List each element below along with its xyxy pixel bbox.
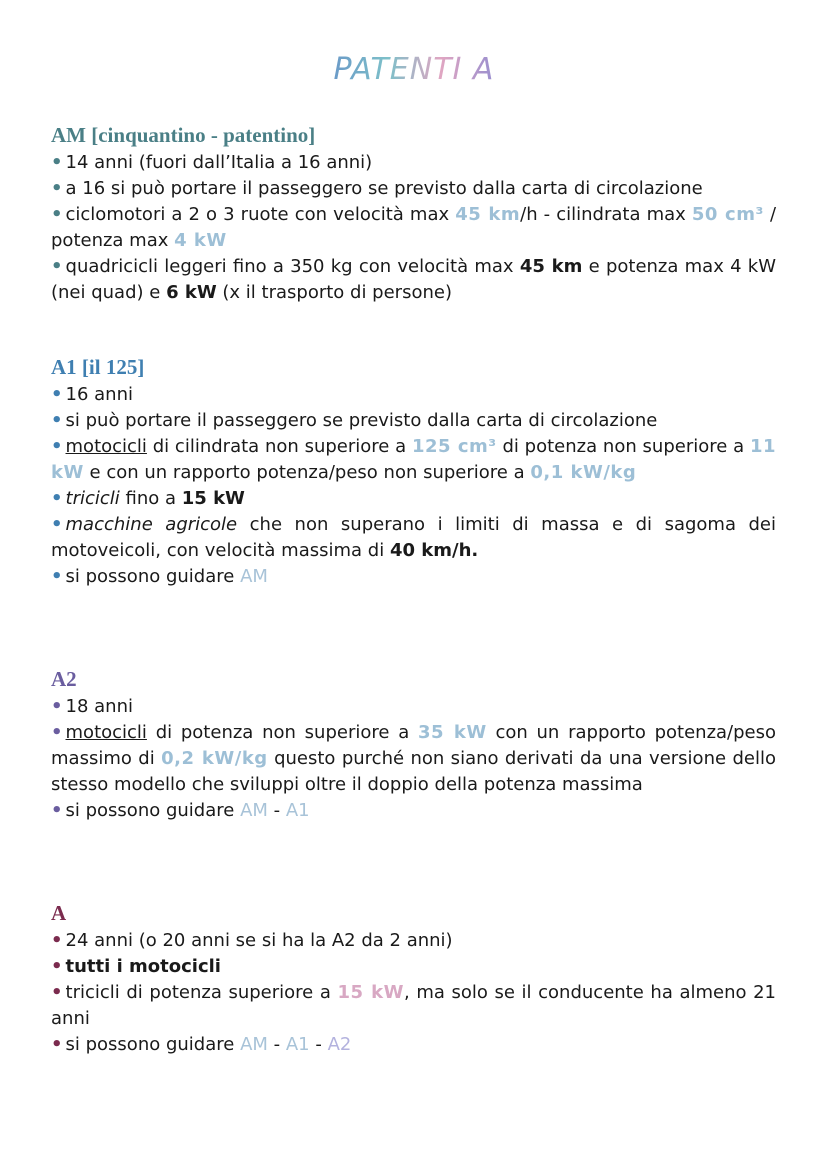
list-item (51, 150, 776, 176)
page-title (0, 52, 828, 87)
italic-text: tricicli (65, 488, 120, 509)
highlight-value: 4 kW (174, 230, 227, 251)
bullet-icon: • (51, 152, 63, 173)
highlight-value: 15 kW (337, 982, 404, 1003)
bullet-icon: • (51, 696, 63, 717)
section-heading-a2: A2 (51, 667, 77, 691)
underlined-text: motocicli (65, 436, 147, 457)
bold-value: 15 kW (181, 488, 245, 509)
underlined-text: motocicli (65, 722, 147, 743)
separator: - (309, 1034, 328, 1055)
list-item (51, 720, 776, 798)
bold-value: 6 kW (166, 282, 217, 303)
license-badge: AM (240, 1034, 268, 1055)
bullet-icon: • (51, 256, 63, 277)
item-text: a 16 si può portare il passeggero se previsto dalla carta di circolazione (65, 178, 703, 199)
bullet-icon: • (51, 514, 63, 535)
bold-value: 45 km (519, 256, 583, 277)
item-text: con un rapporto potenza/peso massimo di (51, 722, 777, 769)
item-text: che non superano i limiti di massa e di sagoma dei motoveicoli, con velocità massima di (51, 514, 777, 561)
bullet-icon: • (51, 488, 63, 509)
bullet-icon: • (51, 384, 63, 405)
bullet-icon: • (51, 982, 63, 1003)
bold-value: tutti i motocicli (65, 956, 221, 977)
highlight-value: 11 kW (51, 436, 776, 483)
item-text: si può portare il passeggero se previsto dalla carta di circolazione (65, 410, 658, 431)
item-text: /h - cilindrata max (520, 204, 692, 225)
item-text: 16 anni (65, 384, 133, 405)
bullet-icon: • (51, 930, 63, 951)
list-item (51, 928, 776, 954)
license-badge: A1 (285, 1034, 310, 1055)
bullet-icon: • (51, 178, 63, 199)
list-item (51, 798, 776, 824)
list-item (51, 980, 776, 1032)
bold-value: 40 km/h. (389, 540, 479, 561)
bullet-icon: • (51, 204, 63, 225)
separator: - (267, 800, 286, 821)
item-text: e potenza max 4 kW (nei quad) e (51, 256, 777, 303)
highlight-value: 50 cm³ (691, 204, 764, 225)
list-item (51, 202, 776, 254)
item-text: si possono guidare (65, 800, 241, 821)
list-item (51, 1032, 776, 1058)
item-text: fino a (119, 488, 182, 509)
item-text: di potenza non superiore a (146, 722, 418, 743)
item-text: quadricicli leggeri fino a 350 kg con velocità max (65, 256, 520, 277)
item-text: , ma solo se il conducente ha almeno 21 anni (51, 982, 777, 1029)
bullet-icon: • (51, 1034, 63, 1055)
bullet-icon: • (51, 436, 63, 457)
bullet-icon: • (51, 566, 63, 587)
item-text: di cilindrata non superiore a (146, 436, 412, 457)
separator: - (267, 1034, 286, 1055)
list-item (51, 254, 776, 306)
section-am (51, 122, 776, 306)
license-badge: AM (240, 800, 268, 821)
item-text: si possono guidare (65, 566, 241, 587)
bullet-icon: • (51, 410, 63, 431)
item-text: si possono guidare (65, 1034, 241, 1055)
list-item (51, 954, 776, 980)
section-heading-am: AM [cinquantino - patentino] (51, 123, 316, 147)
list-item (51, 564, 776, 590)
section-heading-a1: A1 [il 125] (51, 355, 145, 379)
section-a (51, 900, 776, 1058)
highlight-value: 0,1 kW/kg (530, 462, 637, 483)
item-text: e con un rapporto potenza/peso non superiore a (83, 462, 531, 483)
item-text: questo purché non siano derivati da una versione dello stesso modello che sviluppi oltre il doppio della potenza massima (51, 748, 776, 795)
item-text: 18 anni (65, 696, 133, 717)
license-badge: AM (240, 566, 268, 587)
list-item (51, 486, 776, 512)
list-item (51, 382, 776, 408)
section-a2 (51, 666, 776, 824)
item-text: / potenza max (51, 204, 777, 251)
italic-text: macchine agricole (65, 514, 238, 535)
bullet-icon: • (51, 800, 63, 821)
item-text: tricicli di potenza superiore a (65, 982, 338, 1003)
list-item (51, 434, 776, 486)
list-item (51, 512, 776, 564)
list-item (51, 408, 776, 434)
highlight-value: 125 cm³ (411, 436, 497, 457)
highlight-value: 45 km (455, 204, 521, 225)
highlight-value: 0,2 kW/kg (161, 748, 268, 769)
license-badge: A2 (327, 1034, 352, 1055)
list-item (51, 694, 776, 720)
item-text: 14 anni (fuori dall’Italia a 16 anni) (65, 152, 373, 173)
item-text: ciclomotori a 2 o 3 ruote con velocità max (65, 204, 456, 225)
highlight-value: 35 kW (418, 722, 487, 743)
item-text: (x il trasporto di persone) (216, 282, 452, 303)
bullet-icon: • (51, 956, 63, 977)
section-a1 (51, 354, 776, 590)
section-heading-a: A (51, 901, 67, 925)
list-item (51, 176, 776, 202)
item-text: di potenza non superiore a (496, 436, 750, 457)
item-text: 24 anni (o 20 anni se si ha la A2 da 2 anni) (65, 930, 453, 951)
bullet-icon: • (51, 722, 63, 743)
page-title-text: PATENTI A (333, 52, 495, 87)
license-badge: A1 (285, 800, 310, 821)
